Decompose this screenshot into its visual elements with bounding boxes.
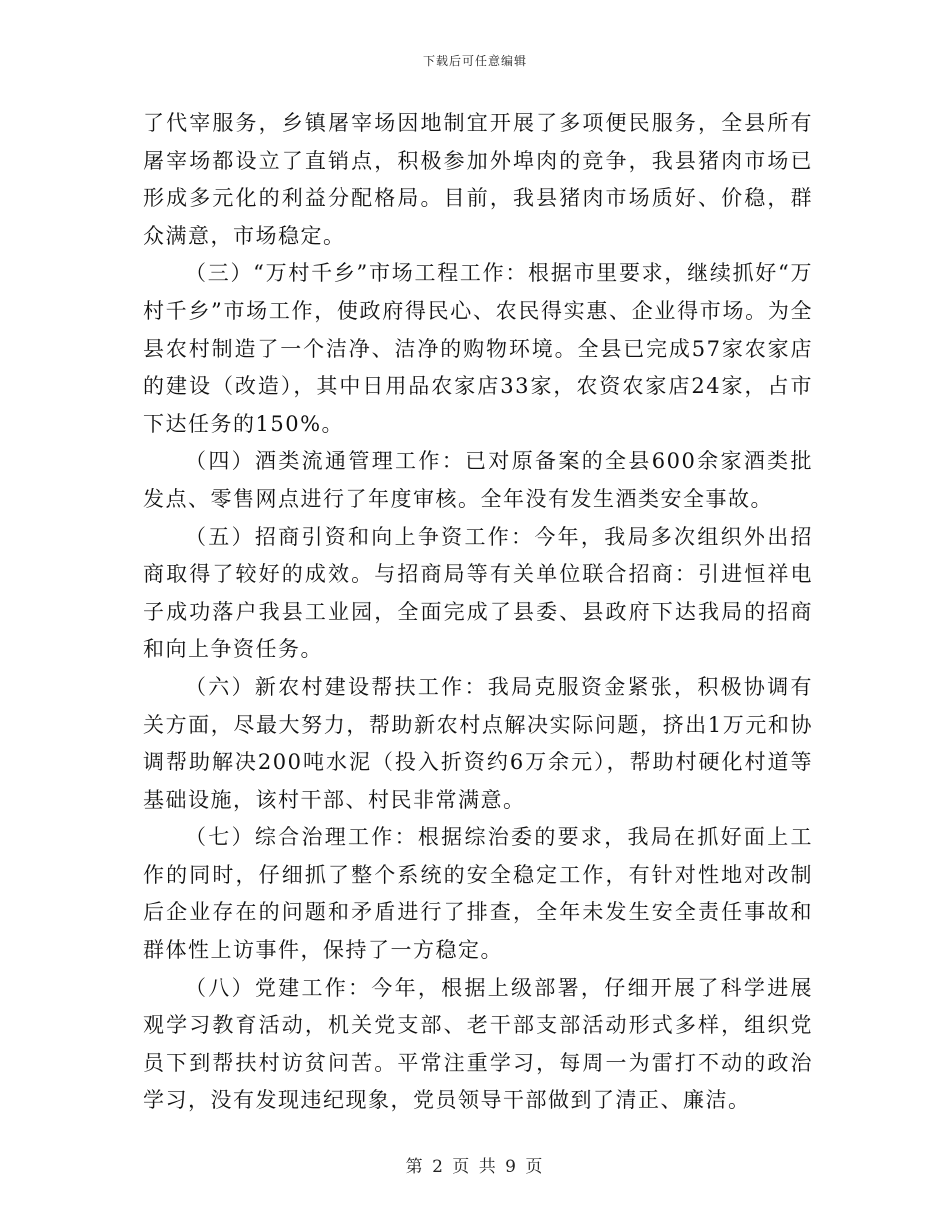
paragraph-section-6-rural-support: （六）新农村建设帮扶工作：我局克服资金紧张，积极协调有关方面，尽最大努力，帮助新农村点解决实际问题，挤出1万元和协调帮助解决200吨水泥（投入折资约6万余元），帮助村硬化村道等基础设施，该村干部、村民非常满意。 <box>143 674 813 812</box>
paragraph-section-7-governance: （七）综合治理工作：根据综治委的要求，我局在抓好面上工作的同时，仔细抓了整个系统的安全稳定工作，有针对性地对改制后企业存在的问题和矛盾进行了排查，全年未发生安全责任事故和群体性上访事件，保持了一方稳定。 <box>143 825 813 963</box>
page-header: 下载后可任意编辑 <box>422 54 527 68</box>
paragraph-section-5-investment: （五）招商引资和向上争资工作：今年，我局多次组织外出招商取得了较好的成效。与招商局等有关单位联合招商：引进恒祥电子成功落户我县工业园，全面完成了县委、县政府下达我局的招商和向上争资任务。 <box>143 524 813 662</box>
paragraph-section-3-market-project: （三）“万村千乡”市场工程工作：根据市里要求，继续抓好“万村千乡”市场工作，使政府得民心、农民得实惠、企业得市场。为全县农村制造了一个洁净、洁净的购物环境。全县已完成57家农家店的建设（改造），其中日用品农家店33家，农资农家店24家，占市下达任务的150%。 <box>143 261 813 436</box>
paragraph-section-4-liquor-management: （四）酒类流通管理工作：已对原备案的全县600余家酒类批发点、零售网点进行了年度审核。全年没有发生酒类安全事故。 <box>143 449 813 511</box>
paragraph-continued: 了代宰服务，乡镇屠宰场因地制宜开展了多项便民服务，全县所有屠宰场都设立了直销点，积极参加外埠肉的竞争，我县猪肉市场已形成多元化的利益分配格局。目前，我县猪肉市场质好、价稳，群众满意，市场稳定。 <box>143 111 813 248</box>
paragraph-section-8-party-building: （八）党建工作：今年，根据上级部署，仔细开展了科学进展观学习教育活动，机关党支部、老干部支部活动形式多样，组织党员下到帮扶村访贫问苦。平常注重学习，每周一为雷打不动的政治学习，没有发现违纪现象，党员领导干部做到了清正、廉洁。 <box>143 975 813 1113</box>
document-body <box>143 105 813 1120</box>
page-number-footer: 第 2 页 共 9 页 <box>405 1157 545 1177</box>
